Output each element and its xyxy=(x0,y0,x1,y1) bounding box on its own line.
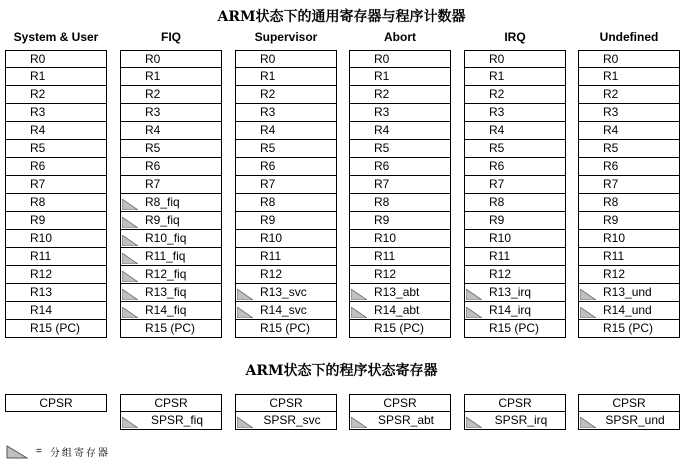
register-label: R13 xyxy=(30,285,53,299)
register-cell xyxy=(235,302,337,320)
register-label: R7 xyxy=(30,177,46,191)
register-cell xyxy=(5,302,107,320)
register-cell xyxy=(349,320,451,338)
banked-triangle-icon xyxy=(237,289,253,300)
psr-title: ARM状态下的程序状态寄存器 xyxy=(245,363,438,379)
register-label: R13_irq xyxy=(489,285,532,299)
register-label: R9 xyxy=(374,213,390,227)
mode-header: Abort xyxy=(384,30,416,44)
register-cell xyxy=(578,158,680,176)
psr-cell xyxy=(578,394,680,412)
register-label: R6 xyxy=(145,159,161,173)
psr-cell xyxy=(235,394,337,412)
register-label: R14_svc xyxy=(260,303,307,317)
mode-column xyxy=(349,29,451,338)
psr-label: SPSR_und xyxy=(605,413,665,427)
psr-label: CPSR xyxy=(39,396,73,410)
register-cell xyxy=(235,86,337,104)
register-cell xyxy=(235,50,337,68)
register-cell xyxy=(349,230,451,248)
register-cell xyxy=(120,284,222,302)
register-label: R10 xyxy=(30,231,53,245)
mode-column xyxy=(235,29,337,338)
register-cell xyxy=(235,68,337,86)
legend-label: 分组寄存器 xyxy=(49,448,110,459)
register-label: R9 xyxy=(489,213,505,227)
register-label: R4 xyxy=(489,123,505,137)
register-label: R3 xyxy=(374,105,390,119)
register-cell xyxy=(349,302,451,320)
register-label: R0 xyxy=(260,52,276,66)
register-cell xyxy=(578,50,680,68)
mode-header: Undefined xyxy=(599,30,659,44)
banked-triangle-icon xyxy=(351,417,367,428)
mode-header: FIQ xyxy=(161,30,181,44)
register-cell xyxy=(349,140,451,158)
register-cell xyxy=(120,266,222,284)
register-label: R0 xyxy=(145,52,161,66)
register-label: R4 xyxy=(30,123,46,137)
register-cell xyxy=(5,140,107,158)
register-label: R11 xyxy=(374,249,396,263)
register-cell xyxy=(578,302,680,320)
register-label: R10 xyxy=(260,231,283,245)
register-cell xyxy=(235,194,337,212)
register-label: R0 xyxy=(603,52,619,66)
psr-label: CPSR xyxy=(383,396,417,410)
psr-label: SPSR_irq xyxy=(494,413,548,427)
register-cell xyxy=(349,104,451,122)
register-cell xyxy=(120,194,222,212)
register-label: R15 (PC) xyxy=(145,321,196,335)
register-label: R15 (PC) xyxy=(30,321,81,335)
register-cell xyxy=(578,176,680,194)
psr-cell xyxy=(5,394,107,412)
register-label: R8_fiq xyxy=(145,195,180,209)
register-label: R5 xyxy=(603,141,619,155)
psr-cell xyxy=(349,394,451,412)
register-label: R9 xyxy=(260,213,276,227)
register-cell xyxy=(578,104,680,122)
register-cell xyxy=(5,284,107,302)
register-label: R6 xyxy=(489,159,505,173)
register-label: R14_irq xyxy=(489,303,532,317)
register-cell xyxy=(349,284,451,302)
main-title: ARM状态下的通用寄存器与程序计数器 xyxy=(217,9,466,25)
register-label: R2 xyxy=(260,87,276,101)
register-label: R7 xyxy=(489,177,505,191)
register-label: R8 xyxy=(489,195,505,209)
register-cell xyxy=(349,122,451,140)
register-label: R10 xyxy=(489,231,512,245)
legend xyxy=(6,444,110,459)
register-label: R14_fiq xyxy=(145,303,187,317)
psr-label: SPSR_fiq xyxy=(150,413,204,427)
banked-triangle-icon xyxy=(122,235,138,246)
register-label: R12 xyxy=(260,267,283,281)
psr-column xyxy=(120,394,222,430)
register-label: R5 xyxy=(260,141,276,155)
register-cell xyxy=(464,176,566,194)
banked-triangle-icon xyxy=(122,199,138,210)
register-label: R3 xyxy=(489,105,505,119)
register-label: R5 xyxy=(489,141,505,155)
register-cell xyxy=(235,176,337,194)
register-cell xyxy=(120,158,222,176)
register-cell xyxy=(578,284,680,302)
register-cell xyxy=(349,212,451,230)
register-cell xyxy=(464,320,566,338)
register-label: R2 xyxy=(374,87,390,101)
banked-triangle-icon xyxy=(580,417,596,428)
register-cell xyxy=(349,50,451,68)
register-label: R14_und xyxy=(603,303,652,317)
register-cell xyxy=(464,302,566,320)
banked-triangle-icon xyxy=(122,253,138,264)
banked-triangle-icon xyxy=(122,417,138,428)
register-label: R1 xyxy=(260,69,276,83)
psr-label: CPSR xyxy=(612,396,646,410)
register-cell xyxy=(349,86,451,104)
register-cell xyxy=(464,212,566,230)
register-cell xyxy=(464,266,566,284)
mode-column xyxy=(5,29,107,338)
banked-triangle-icon xyxy=(237,417,253,428)
register-label: R14_abt xyxy=(374,303,420,317)
register-label: R12 xyxy=(603,267,626,281)
psr-cell xyxy=(464,394,566,412)
register-label: R1 xyxy=(374,69,390,83)
register-label: R1 xyxy=(30,69,46,83)
register-label: R4 xyxy=(374,123,390,137)
register-label: R8 xyxy=(30,195,46,209)
register-cell xyxy=(235,104,337,122)
register-cell xyxy=(578,68,680,86)
register-cell xyxy=(464,194,566,212)
register-cell xyxy=(464,86,566,104)
register-label: R5 xyxy=(145,141,161,155)
register-label: R10 xyxy=(603,231,626,245)
register-cell xyxy=(578,320,680,338)
mode-header: System & User xyxy=(13,30,99,44)
register-label: R13_svc xyxy=(260,285,307,299)
psr-cell xyxy=(120,394,222,412)
psr-label: CPSR xyxy=(269,396,303,410)
register-label: R6 xyxy=(603,159,619,173)
register-cell xyxy=(578,86,680,104)
register-label: R11 xyxy=(30,249,52,263)
register-label: R4 xyxy=(145,123,161,137)
register-cell xyxy=(349,68,451,86)
register-label: R15 (PC) xyxy=(603,321,654,335)
register-cell xyxy=(120,176,222,194)
register-cell xyxy=(578,230,680,248)
register-label: R12 xyxy=(374,267,397,281)
register-cell xyxy=(349,266,451,284)
register-label: R9 xyxy=(30,213,46,227)
register-cell xyxy=(120,212,222,230)
mode-header: Supervisor xyxy=(254,30,318,44)
register-label: R0 xyxy=(30,52,46,66)
register-cell xyxy=(235,266,337,284)
register-label: R11 xyxy=(603,249,625,263)
register-label: R4 xyxy=(603,123,619,137)
banked-triangle-icon xyxy=(122,271,138,282)
register-label: R5 xyxy=(374,141,390,155)
psr-label: SPSR_svc xyxy=(263,413,321,427)
register-label: R1 xyxy=(603,69,619,83)
register-cell xyxy=(120,50,222,68)
psr-column xyxy=(464,394,566,430)
register-cell xyxy=(120,140,222,158)
register-label: R11 xyxy=(260,249,282,263)
register-cell xyxy=(464,158,566,176)
register-label: R13_fiq xyxy=(145,285,187,299)
register-cell xyxy=(120,122,222,140)
register-label: R14 xyxy=(30,303,53,317)
psr-cell xyxy=(120,412,222,430)
register-label: R1 xyxy=(145,69,161,83)
register-cell xyxy=(464,50,566,68)
register-cell xyxy=(349,176,451,194)
register-label: R15 (PC) xyxy=(374,321,425,335)
register-label: R8 xyxy=(260,195,276,209)
register-label: R12_fiq xyxy=(145,267,187,281)
register-label: R6 xyxy=(260,159,276,173)
banked-triangle-icon xyxy=(466,289,482,300)
register-cell xyxy=(578,194,680,212)
psr-label: CPSR xyxy=(154,396,188,410)
register-label: R2 xyxy=(603,87,619,101)
register-cell xyxy=(235,158,337,176)
register-cell xyxy=(5,122,107,140)
register-cell xyxy=(5,68,107,86)
register-label: R2 xyxy=(489,87,505,101)
psr-cell xyxy=(578,412,680,430)
register-label: R8 xyxy=(374,195,390,209)
register-label: R3 xyxy=(145,105,161,119)
register-cell xyxy=(464,248,566,266)
register-label: R7 xyxy=(374,177,390,191)
register-label: R2 xyxy=(30,87,46,101)
register-label: R2 xyxy=(145,87,161,101)
register-cell xyxy=(464,122,566,140)
mode-header: IRQ xyxy=(504,30,526,44)
register-label: R9_fiq xyxy=(145,213,180,227)
register-cell xyxy=(120,302,222,320)
register-label: R12 xyxy=(30,267,53,281)
banked-triangle-icon xyxy=(466,307,482,318)
register-cell xyxy=(235,248,337,266)
register-cell xyxy=(578,212,680,230)
register-cell xyxy=(349,194,451,212)
register-label: R6 xyxy=(30,159,46,173)
register-label: R13_abt xyxy=(374,285,420,299)
register-label: R0 xyxy=(374,52,390,66)
register-cell xyxy=(120,68,222,86)
banked-triangle-icon xyxy=(580,307,596,318)
register-label: R1 xyxy=(489,69,505,83)
register-label: R6 xyxy=(374,159,390,173)
register-cell xyxy=(349,158,451,176)
register-cell xyxy=(120,248,222,266)
register-cell xyxy=(578,248,680,266)
banked-triangle-icon xyxy=(6,445,28,459)
register-cell xyxy=(120,86,222,104)
banked-triangle-icon xyxy=(466,417,482,428)
register-cell xyxy=(235,212,337,230)
register-cell xyxy=(578,140,680,158)
register-label: R11_fiq xyxy=(145,249,186,263)
register-label: R7 xyxy=(603,177,619,191)
psr-column xyxy=(235,394,337,430)
register-label: R13_und xyxy=(603,285,652,299)
register-cell xyxy=(5,320,107,338)
register-label: R0 xyxy=(489,52,505,66)
register-cell xyxy=(235,140,337,158)
banked-triangle-icon xyxy=(122,307,138,318)
mode-column xyxy=(120,29,222,338)
register-cell xyxy=(120,320,222,338)
register-cell xyxy=(578,122,680,140)
mode-column xyxy=(578,29,680,338)
register-cell xyxy=(464,68,566,86)
psr-column xyxy=(5,394,107,412)
register-cell xyxy=(5,230,107,248)
legend-equals: = xyxy=(36,446,42,457)
psr-cell xyxy=(464,412,566,430)
register-label: R11 xyxy=(489,249,511,263)
register-cell xyxy=(464,230,566,248)
register-label: R10 xyxy=(374,231,397,245)
register-label: R10_fiq xyxy=(145,231,187,245)
banked-triangle-icon xyxy=(237,307,253,318)
register-label: R12 xyxy=(489,267,512,281)
psr-cell xyxy=(235,412,337,430)
register-cell xyxy=(5,86,107,104)
banked-triangle-icon xyxy=(351,307,367,318)
register-cell xyxy=(235,284,337,302)
register-cell xyxy=(5,212,107,230)
register-label: R3 xyxy=(260,105,276,119)
register-cell xyxy=(464,284,566,302)
register-label: R3 xyxy=(30,105,46,119)
register-label: R7 xyxy=(260,177,276,191)
psr-column xyxy=(349,394,451,430)
psr-label: CPSR xyxy=(498,396,532,410)
banked-triangle-icon xyxy=(580,289,596,300)
psr-cell xyxy=(349,412,451,430)
register-cell xyxy=(5,176,107,194)
register-cell xyxy=(235,230,337,248)
psr-column xyxy=(578,394,680,430)
banked-triangle-icon xyxy=(122,217,138,228)
register-cell xyxy=(5,158,107,176)
register-cell xyxy=(5,194,107,212)
register-cell xyxy=(578,266,680,284)
register-label: R7 xyxy=(145,177,161,191)
banked-triangle-icon xyxy=(122,289,138,300)
register-label: R5 xyxy=(30,141,46,155)
banked-triangle-icon xyxy=(351,289,367,300)
register-label: R15 (PC) xyxy=(260,321,311,335)
register-cell xyxy=(235,122,337,140)
register-cell xyxy=(5,248,107,266)
register-cell xyxy=(235,320,337,338)
mode-column xyxy=(464,29,566,338)
psr-label: SPSR_abt xyxy=(377,413,435,427)
register-label: R4 xyxy=(260,123,276,137)
register-label: R9 xyxy=(603,213,619,227)
register-label: R8 xyxy=(603,195,619,209)
register-cell xyxy=(464,104,566,122)
register-label: R15 (PC) xyxy=(489,321,540,335)
register-cell xyxy=(349,248,451,266)
register-cell xyxy=(5,50,107,68)
register-cell xyxy=(5,266,107,284)
register-cell xyxy=(120,230,222,248)
register-cell xyxy=(464,140,566,158)
register-cell xyxy=(5,104,107,122)
register-label: R3 xyxy=(603,105,619,119)
register-cell xyxy=(120,104,222,122)
